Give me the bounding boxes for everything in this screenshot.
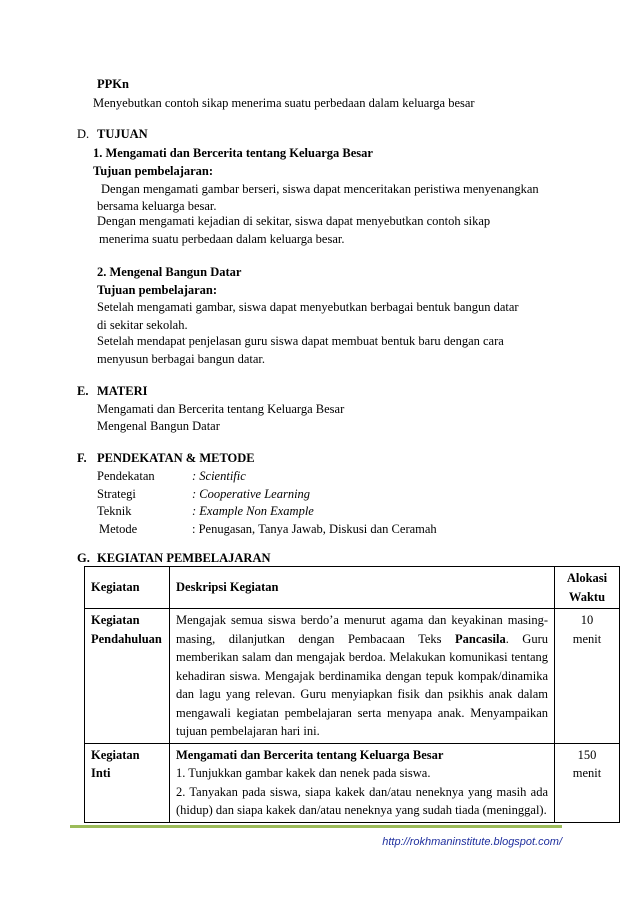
metode-label: Strategi	[97, 487, 136, 501]
time-unit: menit	[572, 766, 602, 780]
time-unit: menit	[572, 631, 602, 646]
section-e-heading: MATERI	[97, 384, 148, 398]
header-kegiatan: Kegiatan	[85, 567, 170, 609]
table-header-row	[85, 567, 620, 609]
row-pendahuluan-time	[555, 609, 620, 744]
row-name-line1: Kegiatan	[91, 747, 140, 762]
row-name-line2: Inti	[91, 766, 111, 780]
tujuan-sub1-line: bersama keluarga besar.	[97, 199, 217, 213]
metode-label: Teknik	[97, 504, 132, 518]
row-name-line2: Pendahuluan	[91, 631, 162, 646]
row-inti-time	[555, 743, 620, 822]
tujuan-sub1-line: menerima suatu perbedaan dalam keluarga besar.	[99, 232, 345, 246]
metode-value: : Penugasan, Tanya Jawab, Diskusi dan Ceramah	[192, 522, 437, 536]
desc-text: . Guru memberikan salam dan mengajak berdoa. Melakukan komunikasi tentang kehadiran siswa. Mengajak berdinamika dengan tepuk kompak/dinamika dan lagu yang relevan. Guru menyiapkan fisik dan psikhis anak dalam mengawali kegiatan pembelajaran serta menyapa anak. Menyampaikan tujuan pembelajaran hari ini.	[176, 631, 548, 738]
desc-text: Mengajak semua siswa berdo’a menurut agama dan keyakinan masing-masing, dilanjutkan dengan Pembacaan Teks	[176, 613, 548, 646]
section-g-heading: KEGIATAN PEMBELAJARAN	[97, 551, 271, 565]
row-inti-desc	[170, 743, 555, 822]
inti-step: 2. Tanyakan pada siswa, siapa kakek dan/atau neneknya yang masih ada (hidup) dan siapa kakek dan/atau neneknya yang sudah tiada (meninggal).	[176, 784, 548, 817]
tujuan-sub2-line: Setelah mengamati gambar, siswa dapat menyebutkan berbagai bentuk bangun datar	[97, 300, 519, 314]
metode-label: Metode	[99, 522, 138, 536]
tujuan-sub2-line: Setelah mendapat penjelasan guru siswa dapat membuat bentuk baru dengan cara	[97, 334, 504, 348]
metode-value: : Cooperative Learning	[192, 487, 311, 501]
section-d-letter: D.	[77, 127, 90, 141]
row-inti-name	[85, 743, 170, 822]
ppkn-subject: PPKn	[97, 77, 129, 91]
header-alokasi-line2: Waktu	[568, 589, 606, 604]
materi-line: Mengenal Bangun Datar	[97, 419, 220, 433]
tujuan-sub2-line: di sekitar sekolah.	[97, 318, 188, 332]
footer-divider	[70, 825, 562, 828]
row-pendahuluan-name	[85, 609, 170, 744]
metode-value: : Scientific	[192, 469, 246, 483]
footer-url[interactable]: http://rokhmaninstitute.blogspot.com/	[382, 836, 562, 848]
materi-line: Mengamati dan Bercerita tentang Keluarga Besar	[97, 402, 345, 416]
tujuan-sub1-line: Dengan mengamati kejadian di sekitar, siswa dapat menyebutkan contoh sikap	[97, 214, 491, 228]
kegiatan-table	[84, 566, 620, 823]
header-alokasi-line1: Alokasi	[566, 571, 608, 585]
time-value: 150	[577, 747, 597, 762]
section-e-letter: E.	[77, 384, 89, 398]
metode-value: : Example Non Example	[192, 504, 314, 518]
row-name-line1: Kegiatan	[91, 613, 140, 627]
row-pendahuluan-desc	[170, 609, 555, 744]
inti-title: Mengamati dan Bercerita tentang Keluarga Besar	[176, 747, 444, 762]
tujuan-sub1-title: 1. Mengamati dan Bercerita tentang Keluarga Besar	[93, 146, 373, 160]
section-f-letter: F.	[77, 451, 87, 465]
time-value: 10	[580, 613, 594, 627]
tujuan-sub1-line: Dengan mengamati gambar berseri, siswa dapat menceritakan peristiwa menyenangkan	[101, 182, 539, 196]
inti-step: 1. Tunjukkan gambar kakek dan nenek pada siswa.	[176, 766, 431, 780]
metode-label: Pendekatan	[97, 469, 155, 483]
table-row	[85, 609, 620, 744]
tujuan-sub1-label: Tujuan pembelajaran:	[93, 164, 214, 178]
section-f-heading: PENDEKATAN & METODE	[97, 451, 255, 465]
tujuan-sub2-label: Tujuan pembelajaran:	[97, 283, 218, 297]
table-row	[85, 743, 620, 822]
tujuan-sub2-title: 2. Mengenal Bangun Datar	[97, 265, 242, 279]
ppkn-text: Menyebutkan contoh sikap menerima suatu perbedaan dalam keluarga besar	[93, 96, 475, 110]
desc-bold-text: Pancasila	[455, 631, 506, 646]
tujuan-sub2-line: menyusun berbagai bangun datar.	[97, 352, 266, 366]
section-g-letter: G.	[77, 551, 90, 565]
header-deskripsi: Deskripsi Kegiatan	[170, 567, 555, 609]
header-alokasi	[555, 567, 620, 609]
section-d-heading: TUJUAN	[97, 127, 148, 141]
